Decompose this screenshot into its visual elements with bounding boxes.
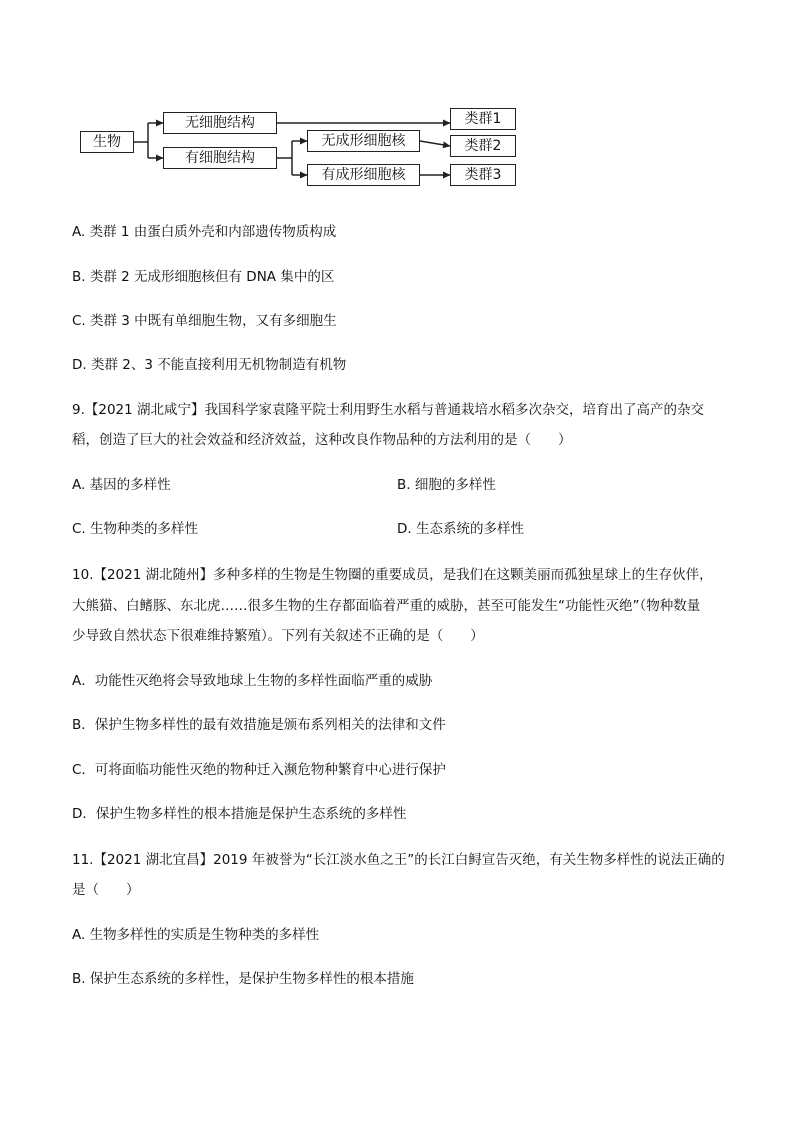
q11-stem-line-1: 11.【2021 湖北宜昌】2019 年被誉为“长江淡水鱼之王”的长江白鲟宣告灭绝，有关生物多样性的说法正确的 [72,852,725,868]
q10-option-a: A．功能性灭绝将会导致地球上生物的多样性面临严重的威胁 [72,673,433,689]
q8-option-a: A. 类群 1 由蛋白质外壳和内部遗传物质构成 [72,224,337,240]
q10-stem-line-3: 少导致自然状态下很难维持繁殖）。下列有关叙述不正确的是（ ） [72,628,484,644]
diagram-node-no-cell-structure: 无细胞结构 [163,112,277,134]
diagram-node-group-3: 类群3 [450,164,516,186]
q11-option-a: A. 生物多样性的实质是生物种类的多样性 [72,927,320,943]
q10-stem-line-2: 大熊猫、白鳍豚、东北虎……很多生物的生存都面临着严重的威胁，甚至可能发生“功能性灭绝”（物种数量 [72,598,701,614]
q9-option-d: D. 生态系统的多样性 [397,521,524,537]
q8-option-d: D. 类群 2、3 不能直接利用无机物制造有机物 [72,357,347,373]
diagram-node-organism: 生物 [80,131,134,153]
q10-option-b: B．保护生物多样性的最有效措施是颁布系列相关的法律和文件 [72,717,446,733]
diagram-node-group-1: 类群1 [450,108,516,130]
q10-option-d: D．保护生物多样性的根本措施是保护生态系统的多样性 [72,806,407,822]
q10-option-c: C．可将面临功能性灭绝的物种迁入濒危物种繁育中心进行保护 [72,762,446,778]
q10-stem-line-1: 10.【2021 湖北随州】多种多样的生物是生物圈的重要成员，是我们在这颗美丽而孤独星球上的生存伙伴， [72,567,713,583]
q9-stem-line-1: 9.【2021 湖北咸宁】我国科学家袁隆平院士利用野生水稻与普通栽培水稻多次杂交，培育出了高产的杂交 [72,402,705,418]
diagram-node-cell-structure: 有细胞结构 [163,147,277,169]
q9-stem-line-2: 稻，创造了巨大的社会效益和经济效益，这种改良作物品种的方法利用的是（ ） [72,432,572,448]
q8-option-b: B. 类群 2 无成形细胞核但有 DNA 集中的区 [72,269,335,285]
diagram-node-no-nucleus: 无成形细胞核 [307,130,420,152]
q8-option-c: C. 类群 3 中既有单细胞生物，又有多细胞生 [72,313,337,329]
diagram-node-group-2: 类群2 [450,135,516,157]
classification-diagram [70,100,540,195]
q11-option-b: B. 保护生态系统的多样性，是保护生物多样性的根本措施 [72,971,414,987]
q9-option-c: C. 生物种类的多样性 [72,521,199,537]
q9-option-b: B. 细胞的多样性 [397,477,496,493]
diagram-node-nucleus: 有成形细胞核 [307,164,420,186]
q9-option-a: A. 基因的多样性 [72,477,171,493]
q11-stem-line-2: 是（ ） [72,882,140,898]
